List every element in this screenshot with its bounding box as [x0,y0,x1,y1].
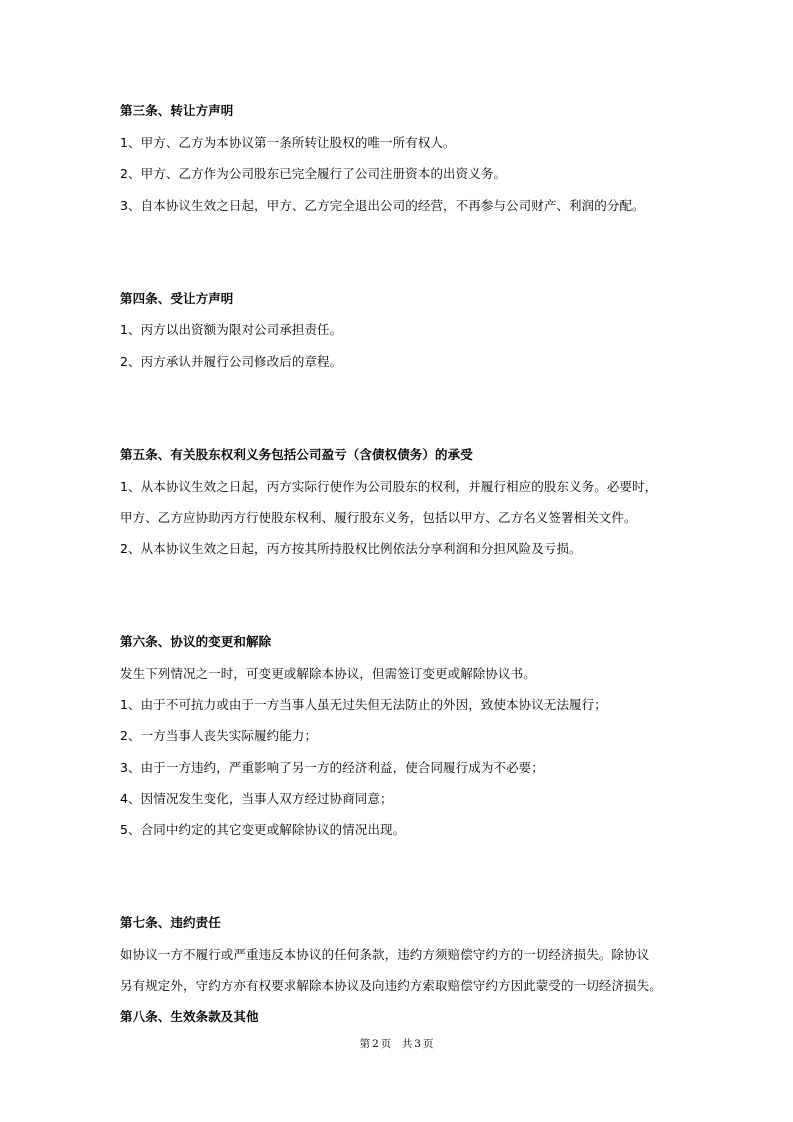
section-6-item-1: 1、由于不可抗力或由于一方当事人虽无过失但无法防止的外因，致使本协议无法履行； [120,697,607,712]
section-3-item-3: 3、自本协议生效之日起，甲方、乙方完全退出公司的经营，不再参与公司财产、利润的分配。 [120,198,645,213]
section-6-item-2: 2、一方当事人丧失实际履约能力； [120,728,318,743]
section-6-title: 第六条、协议的变更和解除 [120,634,272,649]
section-4-title: 第四条、受让方声明 [120,291,234,306]
section-3-item-1: 1、甲方、乙方为本协议第一条所转让股权的唯一所有权人。 [120,135,456,150]
section-6-intro: 发生下列情况之一时，可变更或解除本协议，但需签订变更或解除协议书。 [120,666,536,681]
section-6-item-4: 4、因情况发生变化，当事人双方经过协商同意； [120,791,393,806]
section-8-title: 第八条、生效条款及其他 [120,1009,259,1024]
section-3-item-2: 2、甲方、乙方作为公司股东已完全履行了公司注册资本的出资义务。 [120,166,507,181]
section-7-item-1: 如协议一方不履行或严重违反本协议的任何条款，违约方须赔偿守约方的一切经济损失。除协议 [120,947,650,962]
section-5-item-2: 2、从本协议生效之日起，丙方按其所持股权比例依法分享利润和分担风险及亏损。 [120,541,582,556]
page-mid: 页 共 [380,1038,413,1050]
page-suffix: 页 [422,1038,434,1050]
page-prefix: 第 [359,1038,371,1050]
page-current: 2 [372,1038,379,1050]
section-5-title: 第五条、有关股东权利义务包括公司盈亏（含债权债务）的承受 [120,447,473,462]
section-4-item-1: 1、丙方以出资额为限对公司承担责任。 [120,322,343,337]
section-4-item-2: 2、丙方承认并履行公司修改后的章程。 [120,354,343,369]
page-footer [0,1037,793,1051]
section-5-item-1-cont: 甲方、乙方应协助丙方行使股东权利、履行股东义务，包括以甲方、乙方名义签署相关文件。 [120,510,637,525]
section-7-item-1-cont: 另有规定外，守约方亦有权要求解除本协议及向违约方索取赔偿守约方因此蒙受的一切经济损失。 [120,978,662,993]
section-3-title: 第三条、转让方声明 [120,103,234,118]
page-total: 3 [414,1038,421,1050]
section-6-item-3: 3、由于一方违约，严重影响了另一方的经济利益，使合同履行成为不必要； [120,760,544,775]
section-5-item-1: 1、从本协议生效之日起，丙方实际行使作为公司股东的权利，并履行相应的股东义务。必要时， [120,479,658,494]
section-7-title: 第七条、违约责任 [120,915,221,930]
section-6-item-5: 5、合同中约定的其它变更或解除协议的情况出现。 [120,822,406,837]
